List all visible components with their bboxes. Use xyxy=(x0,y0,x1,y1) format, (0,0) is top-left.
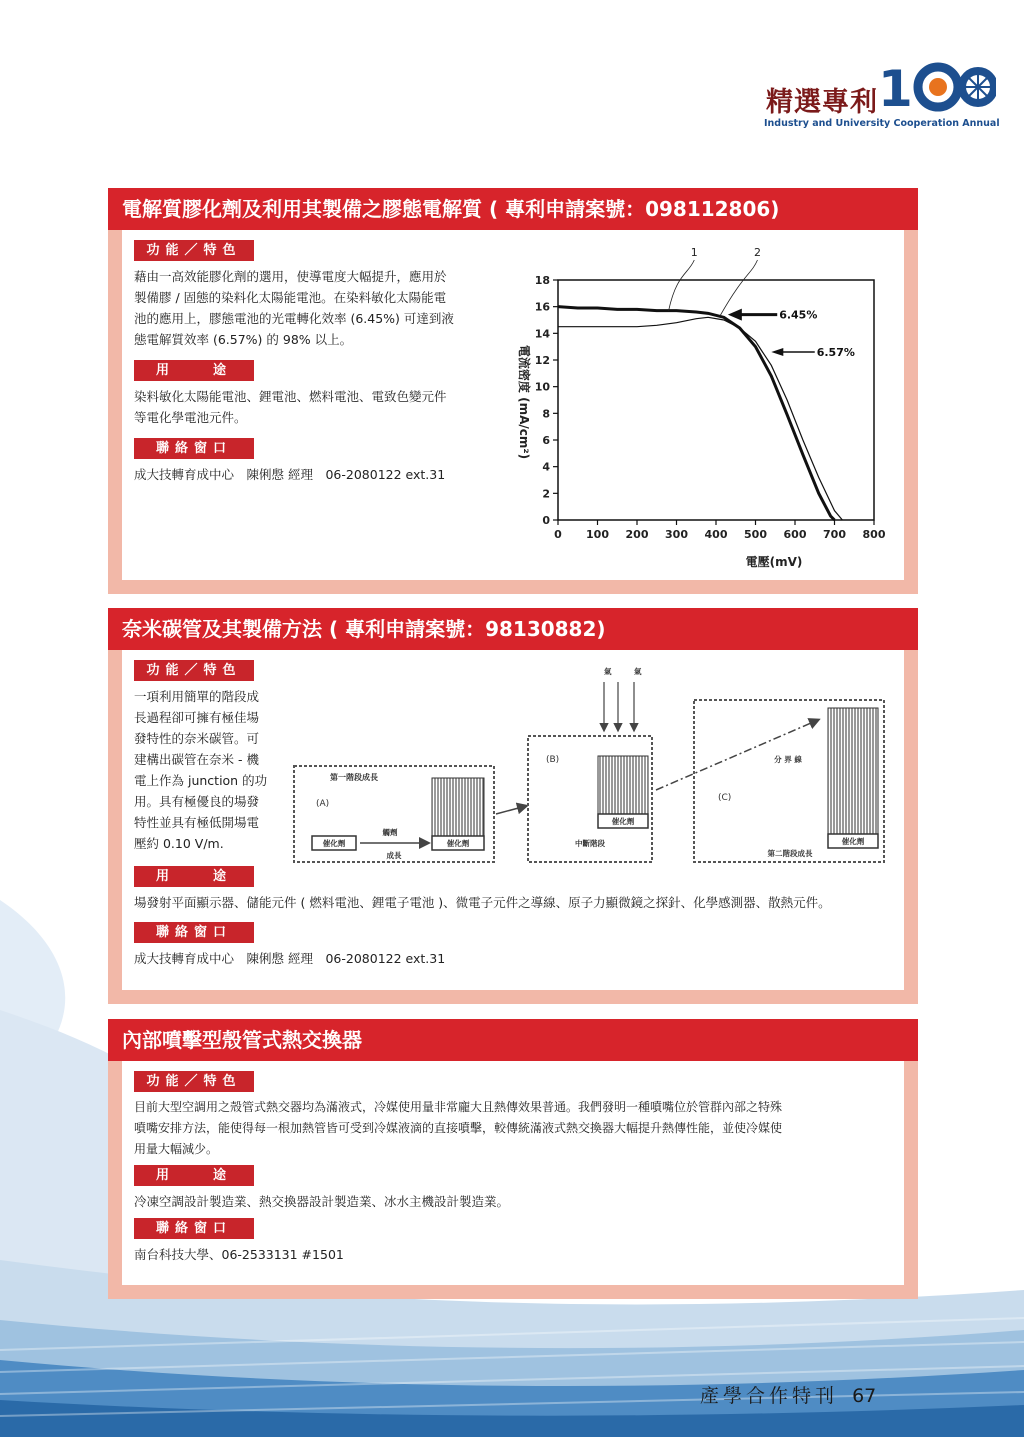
text-line: 一項利用簡單的階段成 xyxy=(134,689,260,704)
text-line: 用。具有極優良的場發 xyxy=(134,794,260,809)
stage-c-title: 第二階段成長 xyxy=(767,849,813,858)
text-line: 藉由一高效能膠化劑的選用，使導電度大幅提升，應用於 xyxy=(134,269,447,284)
y-tick-label: 2 xyxy=(542,487,550,501)
x-tick-label: 300 xyxy=(665,528,688,541)
stage-a-label: (A) xyxy=(316,799,330,809)
stage-b-nanotubes xyxy=(598,756,648,814)
stage-a-title: 第一階段成長 xyxy=(330,773,378,782)
chart-ylabel: 電流密度 (mA/cm²) xyxy=(517,344,531,460)
header-logo xyxy=(762,60,998,130)
text-line: 噴嘴安排方法，能使得每一根加熱管皆可受到冷媒液滴的直接噴擊，較傳統滿液式熱交換器大幅提升熱傳性能，並使冷媒使 xyxy=(134,1121,783,1135)
text-line: 冷凍空調設計製造業、熱交換器設計製造業、冰水主機設計製造業。 xyxy=(134,1194,510,1209)
logo-title: 精選專利 xyxy=(766,87,878,118)
x-tick-label: 100 xyxy=(586,528,609,541)
patent-1-title: 電解質膠化劑及利用其製備之膠態電解質 ( 專利申請案號：098112806) xyxy=(108,188,918,230)
text-line: 染料敏化太陽能電池、鋰電池、燃料電池、電致色變元件 xyxy=(134,389,447,404)
patent-3-use-tag: 用 途 xyxy=(134,1165,254,1186)
stage-a-catalyst-base-label: 催化劑 xyxy=(446,839,470,848)
text-line: 場發射平面顯示器、儲能元件 ( 燃料電池、鋰電子電池 )、微電子元件之導線、原子力顯微鏡之探針、化學感測器、散熱元件。 xyxy=(134,895,831,910)
patent-2-contact: 成大技轉育成中心 陳俐慇 經理 06-2080122 ext.31 xyxy=(134,951,446,966)
text-line: 目前大型空調用之殼管式熱交器均為滿液式，冷媒使用量非常龐大且熱傳效果普通。我們發明一種噴嘴位於管群內部之特殊 xyxy=(134,1100,783,1114)
y-tick-label: 0 xyxy=(542,514,550,527)
annotation-label-1: 6.45% xyxy=(779,308,818,322)
series-line-1 xyxy=(558,307,835,520)
patent-1-feature-text xyxy=(134,266,494,350)
stage-c-nanotubes xyxy=(828,708,878,834)
patent-3-title: 內部噴擊型殼管式熱交換器 xyxy=(108,1019,918,1061)
series-leader-2 xyxy=(720,260,758,316)
patent-3-feature-tag: 功能／特色 xyxy=(134,1071,254,1092)
text-line: 態電解質效率 (6.57%) 的 98% 以上。 xyxy=(134,332,353,347)
stage-b-gas-2: 氣 xyxy=(634,667,642,676)
x-tick-label: 0 xyxy=(554,528,562,541)
patent-2-contact-tag: 聯絡窗口 xyxy=(134,922,254,943)
stage-c-boundary-label: 分 界 線 xyxy=(774,755,802,764)
patent-3-body xyxy=(122,1061,904,1285)
patent-1-use-text xyxy=(134,386,494,428)
page-footer xyxy=(700,1381,876,1408)
logo-subtitle: Industry and University Cooperation Annual xyxy=(764,118,1000,129)
patent-2-feature-tag: 功能／特色 xyxy=(134,660,254,681)
y-tick-label: 18 xyxy=(534,274,550,287)
text-line: 電上作為 junction 的功 xyxy=(134,773,268,788)
y-tick-label: 4 xyxy=(542,460,550,474)
x-tick-label: 800 xyxy=(862,528,886,541)
y-tick-label: 12 xyxy=(534,354,550,367)
annotation-arrowhead-1 xyxy=(728,309,742,321)
text-line: 用量大幅減少。 xyxy=(134,1142,219,1156)
text-line: 長過程卻可擁有極佳場 xyxy=(134,710,260,725)
text-line: 池的應用上，膠態電池的光電轉化效率 (6.45%) 可達到液 xyxy=(134,311,454,326)
iv-curve-chart xyxy=(504,234,904,572)
series-label-2: 2 xyxy=(753,246,761,259)
footer-magazine-name: 產學合作特刊 xyxy=(700,1385,839,1407)
logo-number-graphic xyxy=(878,60,996,114)
patent-panel-3 xyxy=(108,1019,918,1299)
y-tick-label: 8 xyxy=(542,407,550,421)
y-tick-label: 14 xyxy=(534,327,550,341)
text-line: 建構出碳管在奈米 - 機 xyxy=(134,752,259,767)
text-line: 等電化學電池元件。 xyxy=(134,410,247,425)
text-line: 發特性的奈米碳管。可 xyxy=(134,731,260,746)
logo-number-1: 1 xyxy=(878,60,913,114)
patent-panel-2 xyxy=(108,608,918,1004)
chart-xlabel: 電壓(mV) xyxy=(745,555,803,569)
x-tick-label: 400 xyxy=(704,528,728,541)
text-line: 製備膠 / 固態的染料化太陽能電池。在染料敏化太陽能電 xyxy=(134,290,447,305)
cnt-growth-diagram xyxy=(290,660,890,864)
page-number: 67 xyxy=(852,1385,877,1407)
series-leader-1 xyxy=(669,260,695,311)
patent-2-use-tag: 用 途 xyxy=(134,866,254,887)
patent-2-body xyxy=(122,650,904,990)
patent-1-contact: 成大技轉育成中心 陳俐慇 經理 06-2080122 ext.31 xyxy=(134,467,446,482)
patent-3-use-text xyxy=(134,1191,509,1212)
patent-3-contact-tag: 聯絡窗口 xyxy=(134,1218,254,1239)
patent-1-contact-tag: 聯絡窗口 xyxy=(134,438,254,459)
annotation-label-2: 6.57% xyxy=(816,346,855,359)
stage-b-title: 中斷階段 xyxy=(575,839,605,848)
stage-b-gas-1: 氣 xyxy=(604,667,612,676)
stage-a-arrow-bottom: 成長 xyxy=(386,851,402,860)
text-line: 壓約 0.10 V/m. xyxy=(134,836,224,851)
x-tick-label: 500 xyxy=(744,528,767,541)
series-label-1: 1 xyxy=(690,246,698,259)
patent-1-body xyxy=(122,230,904,580)
stage-c-catalyst-label: 催化劑 xyxy=(841,837,865,846)
patent-2-feature-text xyxy=(134,686,284,854)
patent-panel-1 xyxy=(108,188,918,594)
patent-3-contact: 南台科技大學、06-2533131 #1501 xyxy=(134,1247,344,1262)
series-line-2 xyxy=(558,317,842,520)
stage-a-catalyst-label: 催化劑 xyxy=(322,839,346,848)
patent-2-title: 奈米碳管及其製備方法 ( 專利申請案號：98130882) xyxy=(108,608,918,650)
patent-3-feature-text xyxy=(134,1097,894,1160)
stage-a-arrow-top: 觸劑 xyxy=(382,828,398,837)
patent-2-use-text xyxy=(134,892,831,913)
x-tick-label: 200 xyxy=(625,528,649,541)
y-tick-label: 6 xyxy=(542,434,550,447)
x-tick-label: 700 xyxy=(823,528,846,541)
y-tick-label: 16 xyxy=(534,300,550,314)
patent-1-feature-tag: 功能／特色 xyxy=(134,240,254,261)
patent-1-use-tag: 用 途 xyxy=(134,360,254,381)
stage-c-label: (C) xyxy=(718,793,732,803)
y-tick-label: 10 xyxy=(534,380,550,394)
text-line: 特性並具有極低開場電 xyxy=(134,815,260,830)
x-tick-label: 600 xyxy=(783,528,807,541)
stage-a-nanotubes xyxy=(432,778,484,836)
annotation-arrowhead-2 xyxy=(771,348,783,356)
stage-b-catalyst-label: 催化劑 xyxy=(611,817,635,826)
stage-b-label: (B) xyxy=(546,755,560,765)
